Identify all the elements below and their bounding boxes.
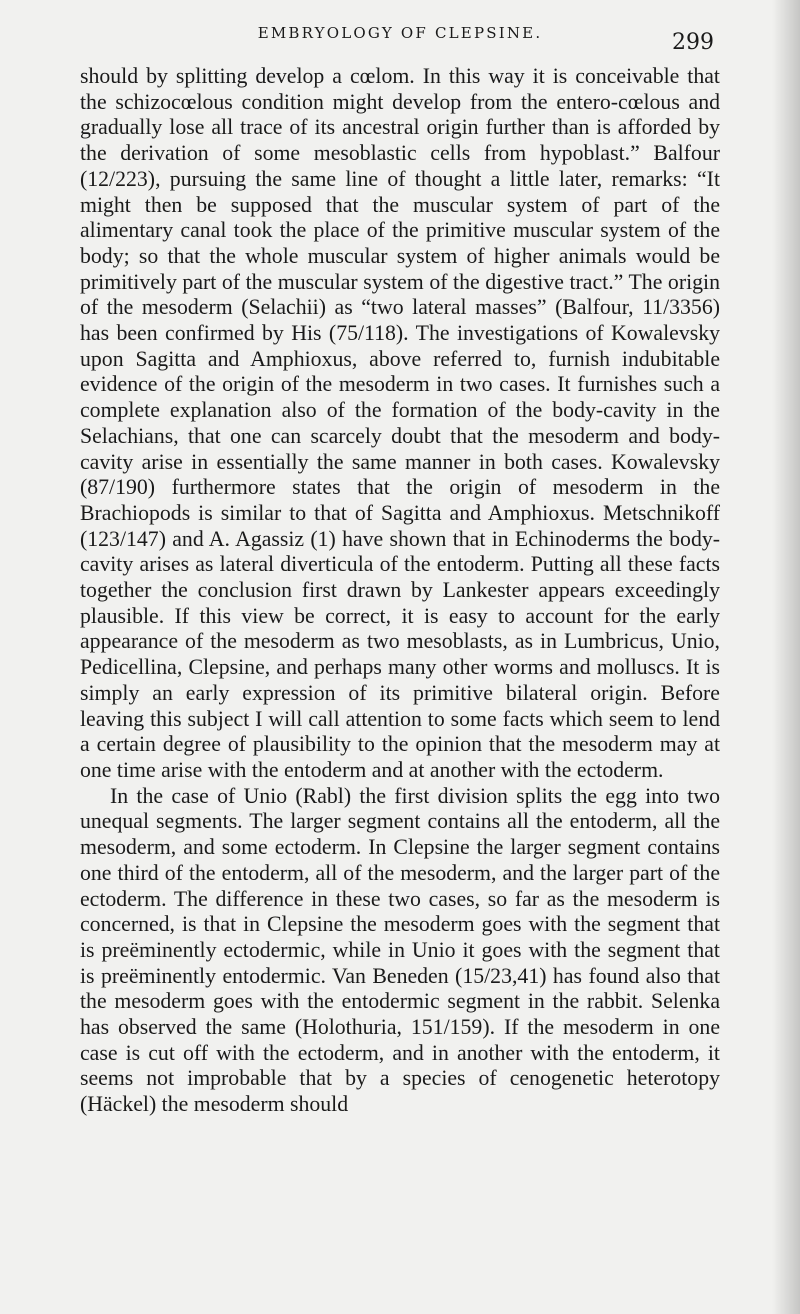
running-head: EMBRYOLOGY OF CLEPSINE. (257, 24, 543, 42)
page-edge-shadow (772, 0, 800, 1314)
paragraph-continued: should by splitting develop a cœlom. In this way it is conceivable that the schizocœlous condition might develop from the entero-cœlous and gradually lose all trace of its ancestral origin further than is afforded by the derivation of some mesoblastic cells from hypoblast.” Balfour (12/223), pursuing the same line of thought a little later, remarks: “It might then be supposed that the muscular system of part of the alimentary canal took the place of the primitive muscular system of the body; so that the whole muscular system of higher animals would be primitively part of the muscular system of the digestive tract.” The origin of the mesoderm (Selachii) as “two lateral masses” (Balfour, 11/3356) has been confirmed by His (75/118). The investigations of Kowalevsky upon Sagitta and Amphioxus, above referred to, furnish indubitable evidence of the origin of the mesoderm in two cases. It furnishes such a complete explanation also of the formation of the body-cavity in the Selachians, that one can scarcely doubt that the mesoderm and body-cavity arise in essentially the same manner in both cases. Kowalevsky (87/190) furthermore states that the origin of mesoderm in the Brachiopods is similar to that of Sagitta and Amphioxus. Metschnikoff (123/147) and A. Agassiz (1) have shown that in Echinoderms the body-cavity arises as lateral diverticula of the entoderm. Putting all these facts together the conclusion first drawn by Lankester appears exceedingly plausible. If this view be correct, it is easy to account for the early appearance of the mesoderm as two mesoblasts, as in Lumbricus, Unio, Pedicellina, Clepsine, and perhaps many other worms and molluscs. It is simply an early expression of its primitive bilateral origin. Before leaving this subject I will call attention to some facts which seem to lend a certain degree of plausibility to the opinion that the mesoderm may at one time arise with the entoderm and at another with the ectoderm. (80, 64, 720, 782)
page-number: 299 (672, 30, 714, 55)
body-text (80, 64, 720, 1118)
paragraph-unio: In the case of Unio (Rabl) the first division splits the egg into two unequal segments. The larger segment contains all the entoderm, all the mesoderm, and some ectoderm. In Clepsine the larger segment contains one third of the entoderm, all of the mesoderm, and the larger part of the ectoderm. The difference in these two cases, so far as the mesoderm is concerned, is that in Clepsine the mesoderm goes with the segment that is preëminently ectodermic, while in Unio it goes with the segment that is preëminently entodermic. Van Beneden (15/23,41) has found also that the mesoderm goes with the entodermic segment in the rabbit. Selenka has observed the same (Holothuria, 151/159). If the mesoderm in one case is cut off with the ectoderm, and in another with the entoderm, it seems not improbable that by a species of cenogenetic heterotopy (Häckel) the mesoderm should (80, 783, 720, 1117)
